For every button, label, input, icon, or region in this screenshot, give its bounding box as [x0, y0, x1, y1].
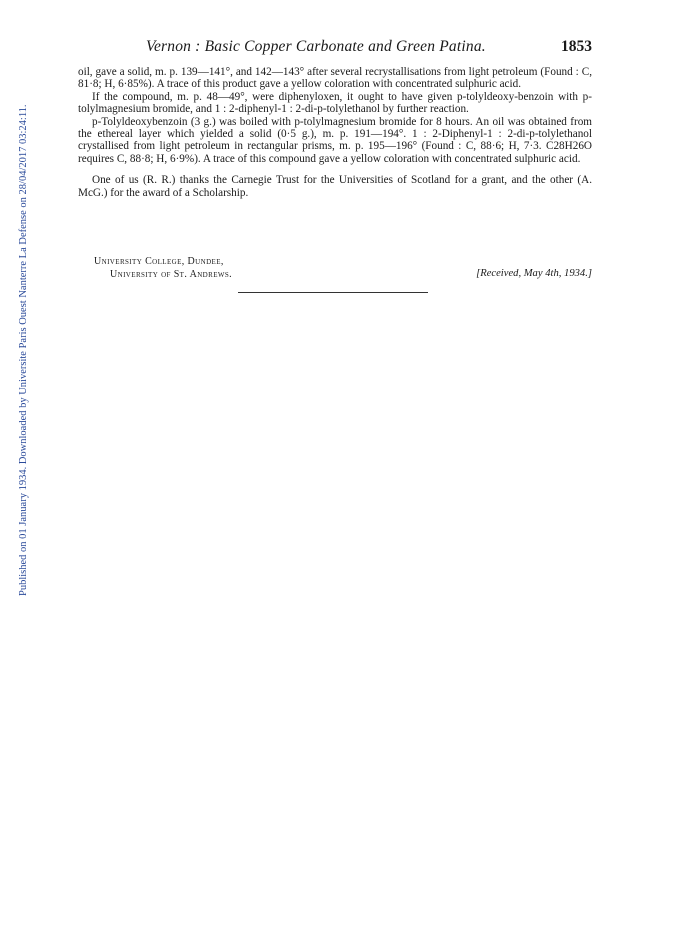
paragraph-3: p-Tolyldeoxybenzoin (3 g.) was boiled with p-tolylmagnesium bromide for 8 hours. An oil was obtained from the ethereal layer which yielded a solid (0·5 g.), m. p. 191—194°. 1 : 2-Diphenyl-1 : 2-di-p-tolylethanol crystallised from light petroleum in rectangular prisms, m. p. 195—196° (Found : C, 88·6; H, 7·3. C28H26O requires C, 88·8; H, 6·9%). A trace of this compound gave a yellow coloration with concentrated sulphuric acid.	[78, 115, 592, 165]
received-date: [Received, May 4th, 1934.]	[476, 268, 592, 279]
acknowledgement-paragraph: One of us (R. R.) thanks the Carnegie Trust for the Universities of Scotland for a grant, and the other (A. McG.) for the award of a Scholarship.	[78, 174, 592, 199]
page-number: 1853	[561, 38, 592, 55]
paragraph-2: If the compound, m. p. 48—49°, were diphenyloxen, it ought to have given p-tolyldeoxy-benzoin with p-tolylmagnesium bromide, and 1 : 2-diphenyl-1 : 2-di-p-tolylethanol by further reaction.	[78, 90, 592, 116]
paragraph-1: oil, gave a solid, m. p. 139—141°, and 142—143° after several recrystallisations from light petroleum (Found : C, 81·8; H, 6·85%). A trace of this product gave a yellow coloration with concentrated sulphuric acid.	[78, 66, 592, 91]
download-stamp	[6, 96, 29, 596]
affiliation-line-2: University of St. Andrews.	[110, 268, 233, 280]
download-stamp-text: Published on 01 January 1934. Downloaded by Universite Paris Ouest Nanterre La Defense on 28/04/2017 03:24:11.	[18, 104, 29, 596]
end-rule	[238, 292, 428, 293]
running-title: Vernon : Basic Copper Carbonate and Green Patina.	[146, 38, 486, 55]
article-body	[78, 66, 592, 199]
affiliation-line-1: University College, Dundee,	[94, 256, 224, 267]
page-header	[78, 38, 592, 58]
